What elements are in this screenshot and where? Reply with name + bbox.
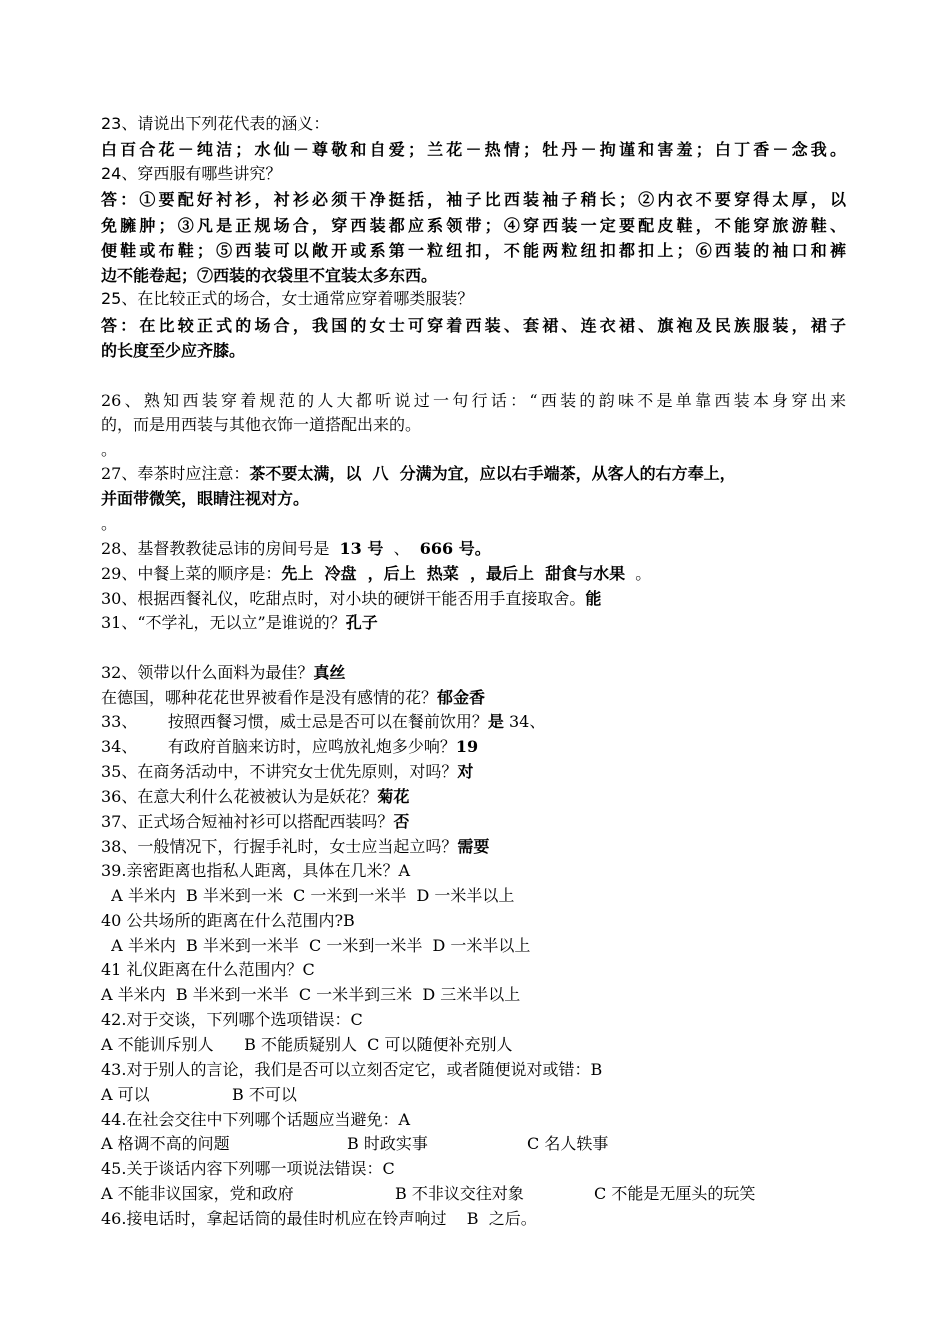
q34-question: 34、 有政府首脑来访时，应鸣放礼炮多少响？ [101,737,456,756]
q32b-question: 在德国，哪种花花世界被看作是没有感情的花？ [101,688,438,707]
q45-option-c: C 不能是无厘头的玩笑 [594,1184,756,1203]
q41-options: A 半米内 B 半米到一米半 C 一米半到三米 D 三米半以上 [101,985,521,1004]
q25-answer-line: 答：在比较正式的场合，我国的女士可穿着西装、套裙、连衣裙、旗袍及民族服装，裙子 [101,316,846,335]
q43-option-a: A 可以 [101,1085,150,1104]
q38-line [101,835,489,859]
q30-answer: 能 [585,589,602,608]
q33-question: 33、 按照西餐习惯，威士忌是否可以在餐前饮用？ [101,712,488,731]
q29-answer: 先上 冷盘 ，后上 热菜 ，最后上 甜食与水果 [281,564,626,583]
q42-options: A 不能训斥别人 B 不能质疑别人 C 可以随便补充别人 [101,1035,513,1054]
q32-line [101,661,345,685]
q27-question: 27、奉茶时应注意： [101,464,250,483]
q31-answer: 孔子 [345,613,378,632]
q23-question: 23、请说出下列花代表的涵义： [101,114,330,133]
q32b-answer: 郁金香 [437,688,486,707]
q45-option-b: B 不非议交往对象 [395,1184,524,1203]
q23-answer: 白百合花－纯洁；水仙－尊敬和自爱；兰花－热情；牡丹－拘谨和害羞；白丁香－念我。 [101,140,846,159]
q44-question: 44.在社会交往中下列哪个话题应当避免：A [101,1110,411,1129]
q45-option-a: A 不能非议国家，党和政府 [101,1184,294,1203]
q27-answer-line2: 并面带微笑，眼睛注视对方。 [101,489,310,508]
q32-question: 32、领带以什么面料为最佳？ [101,663,314,682]
q44-option-b: B 时政实事 [347,1134,428,1153]
q33-line [101,710,545,734]
q42-question: 42.对于交谈，下列哪个选项错误：C [101,1010,363,1029]
q43-question: 43.对于别人的言论，我们是否可以立刻否定它，或者随便说对或错：B [101,1060,603,1079]
q35-answer: 对 [457,762,474,781]
q41-question: 41 礼仪距离在什么范围内？C [101,960,315,979]
q28-answer-1: 13 号 [339,539,384,558]
q34-answer: 19 [455,737,479,756]
q24-answer-line: 便鞋或布鞋；⑤西装可以敞开或系第一粒纽扣，不能两粒纽扣都扣上；⑥西装的袖口和裤 [101,241,846,260]
q24-answer-line: 答：①要配好衬衫，衬衫必须干净挺括，袖子比西装袖子稍长；②内衣不要穿得太厚，以 [101,190,846,209]
q32-answer: 真丝 [313,663,346,682]
q24-question: 24、穿西服有哪些讲究？ [101,164,282,183]
q35-line [101,760,473,784]
q44-option-a: A 格调不高的问题 [101,1134,230,1153]
q30-question: 30、根据西餐礼仪，吃甜点时，对小块的硬饼干能否用手直接取舍。 [101,589,586,608]
q27-trailing: 。 [101,514,118,533]
q30-line [101,587,601,611]
q36-answer: 菊花 [377,787,410,806]
q27-line [101,462,736,486]
q29-suffix: 。 [625,564,652,583]
q40-options: A 半米内 B 半米到一米半 C 一米到一米半 D 一米半以上 [101,936,531,955]
q24-answer-line: 边不能卷起；⑦西装的衣袋里不宜装太多东西。 [101,266,438,285]
q26-line: 。 [101,440,118,459]
q26-line: 26、熟知西装穿着规范的人大都听说过一句行话：“西装的韵味不是单靠西装本身穿出来 [101,391,846,410]
q24-answer-line: 免臃肿；③凡是正规场合，穿西装都应系领带；④穿西装一定要配皮鞋，不能穿旅游鞋、 [101,216,846,235]
q38-question: 38、一般情况下，行握手礼时，女士应当起立吗？ [101,837,458,856]
q35-question: 35、在商务活动中，不讲究女士优先原则，对吗？ [101,762,458,781]
q44-option-c: C 名人轶事 [527,1134,609,1153]
q36-question: 36、在意大利什么花被被认为是妖花？ [101,787,378,806]
q28-answer-2: 666 号。 [419,539,491,558]
q28-line [101,537,491,561]
q31-line [101,611,378,635]
q25-answer-line: 的长度至少应齐膝。 [101,341,246,360]
q39-options: A 半米内 B 半米到一米 C 一米到一米半 D 一米半以上 [101,886,515,905]
q29-question: 29、中餐上菜的顺序是： [101,564,282,583]
q36-line [101,785,409,809]
q33-suffix: 34、 [503,712,546,731]
q29-line [101,562,651,586]
q37-answer: 否 [393,812,410,831]
q27-answer: 茶不要太满，以 八 分满为宜，应以右手端茶，从客人的右方奉上， [249,464,736,483]
q39-question: 39.亲密距离也指私人距离，具体在几米？A [101,861,411,880]
q40-question: 40 公共场所的距离在什么范围内?B [101,911,355,930]
q28-separator: 、 [383,539,420,558]
q34-line [101,735,478,759]
q38-answer: 需要 [457,837,490,856]
q26-line: 的，而是用西装与其他衣饰一道搭配出来的。 [101,415,422,434]
q31-question: 31、“不学礼，无以立”是谁说的？ [101,613,346,632]
q33-answer: 是 [487,712,504,731]
q43-option-b: B 不可以 [232,1085,297,1104]
q37-question: 37、正式场合短袖衬衫可以搭配西装吗？ [101,812,394,831]
q32b-line [101,686,485,710]
q28-question: 28、基督教教徒忌讳的房间号是 [101,539,340,558]
q46-line: 46.接电话时，拿起话筒的最佳时机应在铃声响过 B 之后。 [101,1209,537,1228]
q25-question: 25、在比较正式的场合，女士通常应穿着哪类服装？ [101,289,474,308]
q45-question: 45.关于谈话内容下列哪一项说法错误：C [101,1159,395,1178]
q37-line [101,810,409,834]
